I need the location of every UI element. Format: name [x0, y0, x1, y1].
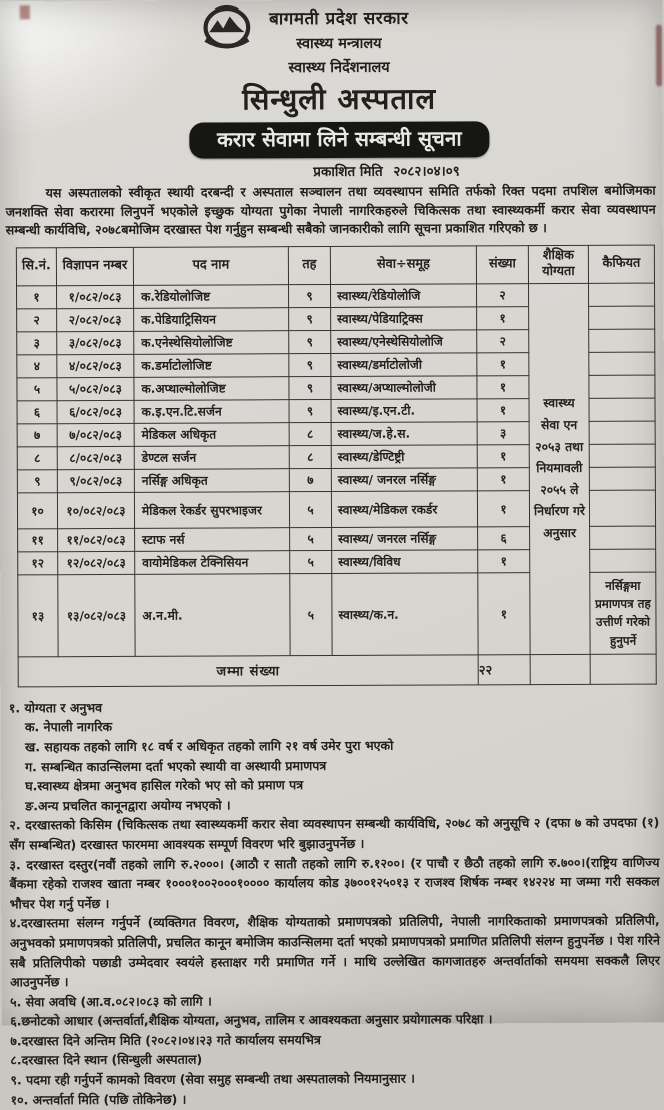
intro-paragraph: यस अस्पतालको स्वीकृत स्थायी दरबन्दी र अस्पताल सञ्चालन तथा व्यवस्थापन समिति तर्फको रिक्त पदमा तपशिल बमोजिमका जनशक्ति सेवा करारमा लिनुपर्ने भएकोले इच्छुक योग्यता पुगेका नेपाली नागरिकहरुले चिकित्सक तथा स्वास्थ्यकर्मी करार सेवा व्यवस्थापन सम्बन्धी कार्यविधि, २०७८बमोजिम दरखास्त पेश गर्नुहुन सम्बन्धी सबैको जानकारीको लागि सूचना प्रकाशित गरिएको छ । [5, 182, 656, 238]
cell-service-group: स्वास्थ्य/ जनरल नर्सिङ्ग [332, 527, 478, 551]
cell-level: ७ [289, 468, 331, 491]
cell-service-group: स्वास्थ्य/अप्थाल्मोलोजी [331, 376, 477, 400]
col-remarks: कैफियत [588, 245, 654, 283]
cell-count: १ [477, 398, 529, 421]
condition-item: ७.दरखास्त दिने अन्तिम मिति (२०८२।०४।२३ गते कार्यालय समयभित्र [10, 1031, 321, 1049]
notice-title: करार सेवामा लिने सम्बन्धी सूचना [189, 121, 490, 158]
condition-item: ५. सेवा अवधि (आ.व.०८२।०८३ को लागि । [10, 993, 212, 1010]
remark-cell [589, 375, 655, 398]
cell-count: १ [478, 572, 530, 654]
hospital-name: सिन्धुली अस्पताल [242, 81, 437, 117]
col-qualification: शैक्षिक योग्यता [528, 245, 588, 283]
condition-item: ख. सहायक तहको लागि १८ वर्ष र अधिकृत तहको लागि २१ वर्ष उमेर पुरा भएको [24, 737, 394, 755]
cell-post-name: वायोमेडिकल टेक्निसियन [135, 550, 290, 574]
cell-service-group: स्वास्थ्य/क.न. [332, 573, 478, 656]
cell-level: ५ [290, 527, 332, 550]
remark-cell [590, 526, 656, 549]
remark-cell [589, 306, 655, 329]
cell-serial: ६ [17, 400, 57, 423]
total-row [18, 654, 656, 687]
cell-service-group: स्वास्थ्य/रेडियोलोजि [331, 284, 477, 308]
col-level: तह [288, 246, 330, 284]
cell-advertisement-no: २/०८२/०८३ [57, 308, 134, 331]
cell-post-name: क.पेडियाट्रिसियन [134, 307, 289, 331]
cell-serial: ८ [17, 446, 57, 469]
cell-serial: ९ [17, 469, 57, 492]
cell-service-group: स्वास्थ्य/ जनरल नर्सिङ्ग [331, 468, 477, 492]
cell-count: १ [477, 444, 529, 467]
cell-service-group: स्वास्थ्य/पेडियाट्रिक्स [331, 307, 477, 331]
total-remark-blank [590, 654, 656, 684]
cell-service-group: स्वास्थ्य/ज.हे.स. [331, 422, 477, 446]
remark-cell [589, 283, 655, 306]
cell-level: ५ [290, 573, 332, 655]
cell-serial: ११ [18, 528, 58, 551]
cell-service-group: स्वास्थ्य/विविध [332, 550, 478, 574]
condition-item: ६.छनोटको आधार (अन्तर्वार्ता,शैक्षिक योग्यता, अनुभव, तालिम र आवश्यकता अनुसार प्रयोगात्मक परिक्षा । [10, 1011, 493, 1029]
cell-post-name: क.डर्माटोलोजिष्ट [134, 353, 289, 377]
remark-cell: नर्सिङ्गमा प्रमाणपत्र तह उत्तीर्ण गरेको हुनुपर्ने [590, 572, 656, 654]
cell-level: ५ [290, 550, 332, 573]
remark-cell [589, 352, 655, 375]
cell-advertisement-no: ११/०८२/०८३ [58, 528, 135, 551]
cell-advertisement-no: ७/०८२/०८३ [57, 423, 134, 446]
cell-advertisement-no: ८/०८२/०८३ [57, 446, 134, 469]
cell-count: १ [477, 375, 529, 398]
condition-item: क. नेपाली नागरिक [24, 719, 113, 735]
table-row [17, 283, 655, 309]
cell-service-group: स्वास्थ्य/एनेस्थेसियोलोजि [331, 330, 477, 354]
cell-post-name: मेडिकल रेकर्डर सुपरभाइजर [134, 491, 289, 528]
condition-item: १०. अन्तर्वार्ता मिति (पछि तोकिनेछ) । [10, 1091, 187, 1108]
cell-post-name: अ.न.मी. [135, 573, 290, 656]
cell-advertisement-no: ६/०८२/०८३ [57, 400, 134, 423]
table-header-row [16, 245, 654, 286]
published-date-line [54, 160, 664, 181]
remark-cell [589, 490, 655, 526]
cell-count: १ [477, 490, 529, 526]
cell-level: ८ [289, 422, 331, 445]
cell-serial: ५ [17, 377, 57, 400]
cell-level: ९ [289, 399, 331, 422]
published-label: प्रकाशित मिति [313, 163, 383, 181]
vacancy-table [16, 244, 657, 687]
directorate-name: स्वास्थ्य निर्देशनालय [288, 59, 390, 77]
cell-serial: १२ [18, 551, 58, 574]
remark-cell [589, 467, 655, 490]
cell-serial: ४ [17, 354, 57, 377]
cell-level: ९ [289, 376, 331, 399]
condition-item: १. योग्यता र अनुभव [8, 699, 103, 716]
government-name: बागमती प्रदेश सरकार [269, 8, 409, 30]
remark-cell [589, 398, 655, 421]
condition-item: ८.दरखास्त दिने स्थान (सिन्धुली अस्पताल) [10, 1052, 203, 1068]
remark-cell [589, 421, 655, 444]
cell-serial: १ [17, 285, 57, 308]
col-post-name: पद नाम [133, 246, 288, 285]
cell-post-name: क.रेडियोलोजिष्ट [134, 284, 289, 308]
cell-advertisement-no: १०/०८२/०८३ [57, 492, 134, 528]
col-service-group: सेवा÷समूह [330, 246, 476, 285]
cell-service-group: स्वास्थ्य/मेडिकल रकर्डर [331, 491, 477, 528]
col-count: संख्या [476, 245, 528, 283]
cell-level: ९ [289, 307, 331, 330]
condition-item: घ.स्वास्थ्य क्षेत्रमा अनुभव हासिल गरेको भए सो को प्रमाण पत्र [25, 777, 304, 794]
cell-advertisement-no: ४/०८२/०८३ [57, 354, 134, 377]
cell-post-name: स्टाफ नर्स [135, 527, 290, 551]
cell-advertisement-no: १२/०८२/०८३ [58, 551, 135, 574]
cell-advertisement-no: ५/०८२/०८३ [57, 377, 134, 400]
cell-serial: १३ [18, 574, 58, 656]
condition-item: ङ.अन्य प्रचलित कानूनद्वारा अयोग्य नभएको । [25, 797, 231, 814]
letterhead [16, 0, 663, 159]
condition-item: २. दरखास्तको किसिम (चिकित्सक तथा स्वास्थ्यकर्मी करार सेवा व्यवस्थापन सम्बन्धी कार्यविधि, २०७८ को अनुसूचि २ (दफा ७ को उपदफा (१) सँग सम्बन्धित) दरखास्त फारममा आवश्यक सम्पूर्ण विवरण भरि बुझाउनुपर्नेछ । [9, 814, 660, 853]
cell-advertisement-no: ३/०८२/०८३ [57, 331, 134, 354]
cell-level: ९ [289, 330, 331, 353]
red-ink-dot [20, 5, 30, 19]
cell-serial: ७ [17, 423, 57, 446]
col-advertisement-no: विज्ञापन नम्बर [56, 247, 133, 285]
cell-post-name: क.एनेस्थेसियोलोजिष्ट [134, 330, 289, 354]
remark-cell [590, 549, 656, 572]
condition-item: ग. सम्बन्धित काउन्सिलमा दर्ता भएको स्थायी वा अस्थायी प्रमाणपत्र [25, 757, 327, 774]
remark-cell [589, 329, 655, 352]
province-government-emblem-icon [196, 4, 258, 54]
remark-cell [589, 444, 655, 467]
table-body [17, 283, 657, 657]
cell-post-name: डेण्टल सर्जन [134, 445, 289, 469]
cell-advertisement-no: १३/०८२/०८३ [58, 574, 135, 656]
cell-service-group: स्वास्थ्य/इ.एन.टी. [331, 399, 477, 423]
cell-post-name: मेडिकल अधिकृत [134, 422, 289, 446]
cell-count: १ [478, 549, 530, 572]
total-qual-blank [530, 654, 590, 684]
cell-service-group: स्वास्थ्य/डेण्टिष्ट्री [331, 445, 477, 469]
cell-count: २ [477, 283, 529, 306]
cell-level: ९ [289, 284, 331, 307]
cell-service-group: स्वास्थ्य/डर्माटोलोजी [331, 353, 477, 377]
cell-advertisement-no: ९/०८२/०८३ [57, 469, 134, 492]
cell-advertisement-no: १/०८२/०८३ [57, 285, 134, 308]
cell-post-name: क.अप्थाल्मोलोजिष्ट [134, 376, 289, 400]
cell-serial: १० [17, 492, 57, 528]
total-label: जम्मा संख्या [18, 655, 478, 687]
condition-item: ९. पदमा रही गर्नुपर्ने कामको विवरण (सेवा समुह सम्बन्धी तथा अस्पतालको नियमानुसार । [10, 1070, 415, 1088]
cell-post-name: नर्सिङ्ग अधिकृत [134, 468, 289, 492]
cell-count: १ [477, 306, 529, 329]
cell-count: १ [477, 467, 529, 490]
qualification-note-cell: स्वास्थ्य सेवा एन २०५३ तथा नियमावली २०५५ ले निर्धारण गरे अनुसार [529, 283, 591, 654]
conditions-list [9, 695, 661, 1109]
cell-count: २ [477, 329, 529, 352]
cell-level: ९ [289, 353, 331, 376]
condition-item: ३. दरखास्त दस्तुर(नवौं तहको लागि रु.२०००। (आठौ र सातौ तहको लागि रु.१२००। (र पाचौ र छैठौ तहको लागि रु.७००।(राष्ट्रिय वाणिज्य बैंकमा रहेको राजश्व खाता नम्बर १०००१००२०००१०००० कार्यालय कोड ३७००१२५०१३ र राजश्व शिर्षक नम्बर १४२२४ मा जम्मा गरी सक्कल भौचर पेश गर्नु पर्नेछ । [9, 854, 660, 912]
published-date: २०८२।०४।०९ [393, 163, 460, 180]
cell-level: ८ [289, 445, 331, 468]
cell-level: ५ [289, 491, 331, 527]
col-serial: सि.नं. [16, 247, 56, 285]
cell-count: १ [477, 352, 529, 375]
ministry-name: स्वास्थ्य मन्त्रालय [296, 35, 382, 53]
cell-serial: २ [17, 308, 57, 331]
cell-count: ६ [478, 526, 530, 549]
cell-count: ३ [477, 421, 529, 444]
total-count: २२ [478, 654, 530, 684]
cell-serial: ३ [17, 331, 57, 354]
condition-item: ४.दरखास्तमा संलग्न गर्नुपर्ने (व्यक्तिगत विवरण, शैक्षिक योग्यताको प्रमाणपत्रको प्रतिलिपी, नेपाली नागरिकताको प्रमाणपत्रको प्रतिलिपी, अनुभवको प्रमाणपत्रको प्रतिलिपी, प्रचलित कानून बमोजिम काउन्सिलमा दर्ता भएको प्रमाणपत्रको प्रमाणित प्रतिलिपी संलग्न हुनुपर्नेछ । पेश गरिने सबै प्रतिलिपीको पछाडी उम्मेदवार स्वयंले हस्ताक्षर गरी प्रमाणित गर्ने । माथि उल्लेखित कागजातहरु अन्तर्वार्ताको समयमा सक्कलै लिएर आउनुपर्नेछ । [9, 912, 660, 990]
cell-post-name: क.इ.एन.टि.सर्जन [134, 399, 289, 423]
red-ink-smudge [656, 25, 662, 87]
